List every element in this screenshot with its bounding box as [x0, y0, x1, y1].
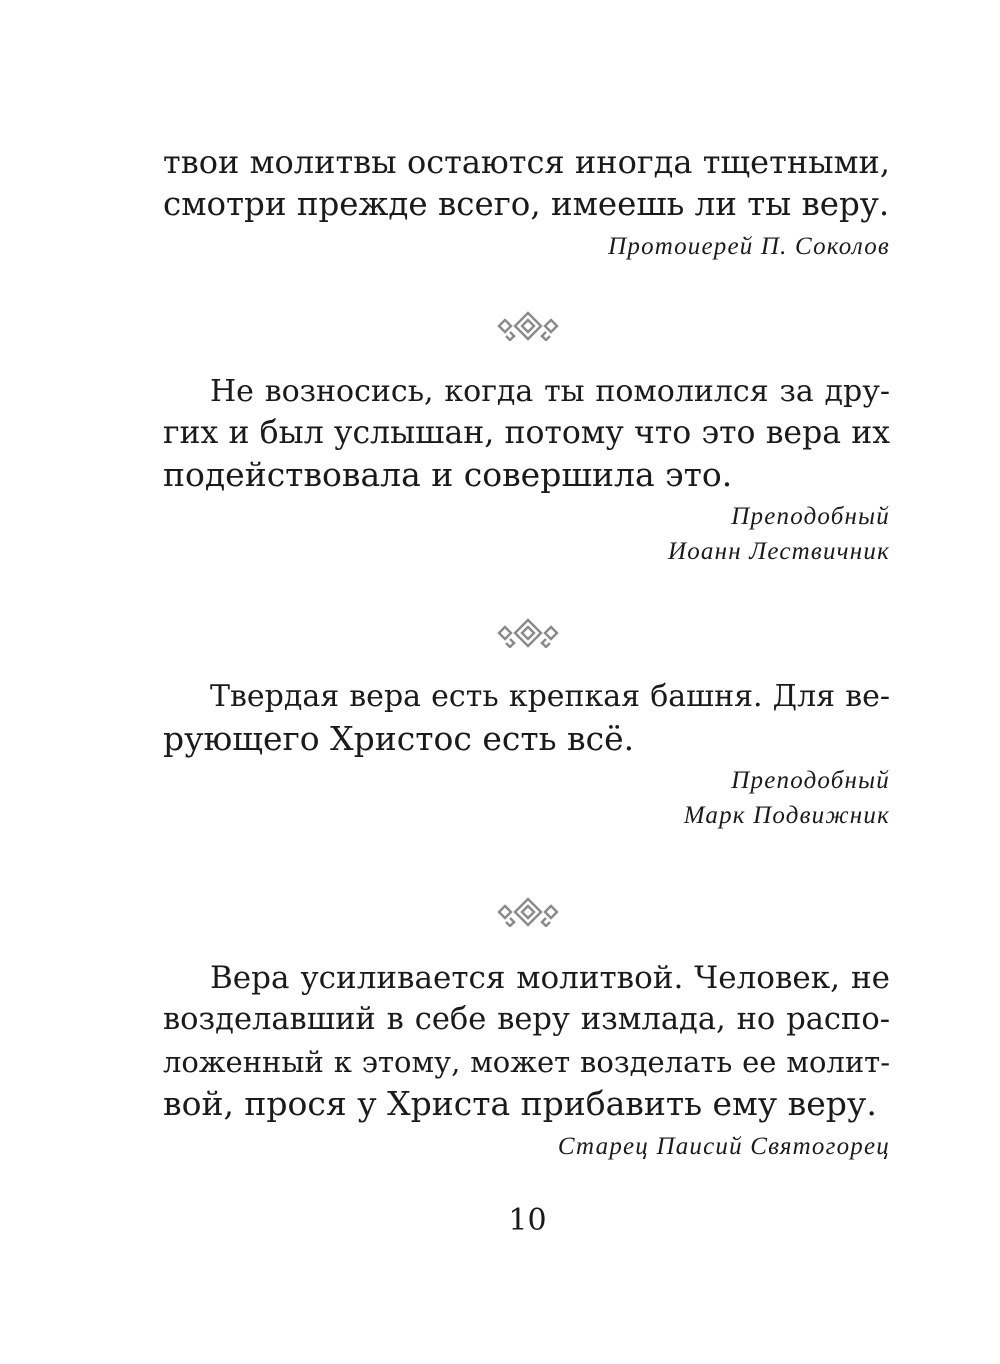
quote-4-line-4: вой, прося у Христа прибавить ему веру.: [163, 1084, 877, 1123]
diamond-ornament-icon: [496, 618, 560, 648]
quote-4-line-1: Вера усиливается молитвой. Человек, не: [210, 960, 890, 996]
diamond-ornament-icon: [496, 897, 560, 927]
quote-1-line-2: смотри прежде всего, имеешь ли ты веру.: [163, 185, 890, 223]
quote-3-author-title: Преподобный: [731, 767, 890, 794]
quote-3-author-name: Марк Подвижник: [683, 802, 890, 829]
quote-1-author: Протоиерей П. Соколов: [608, 233, 890, 260]
quote-3-line-2: рующего Христос есть всё.: [163, 719, 635, 758]
diamond-ornament-icon: [496, 311, 560, 341]
quote-2-line-1: Не возносись, когда ты помолился за дру-: [210, 374, 890, 409]
quote-1-line-1: твои молитвы остаются иногда тщетными,: [163, 143, 890, 181]
quote-2-line-2: гих и был услышан, потому что это вера их: [163, 415, 890, 451]
quote-3-line-1: Твердая вера есть крепкая башня. Для ве-: [210, 679, 890, 714]
quote-4-author: Старец Паисий Святогорец: [557, 1133, 890, 1160]
quote-2-author-name: Иоанн Лествичник: [667, 538, 890, 565]
quote-2-line-3: подействовала и совершила это.: [163, 455, 733, 494]
quote-4-line-3: ложенный к этому, может возделать ее молит-: [163, 1045, 890, 1079]
quote-2-author-title: Преподобный: [731, 503, 890, 530]
page-number: 10: [508, 1203, 547, 1238]
quote-4-line-2: возделавший в себе веру измлада, но распо-: [163, 1002, 890, 1037]
